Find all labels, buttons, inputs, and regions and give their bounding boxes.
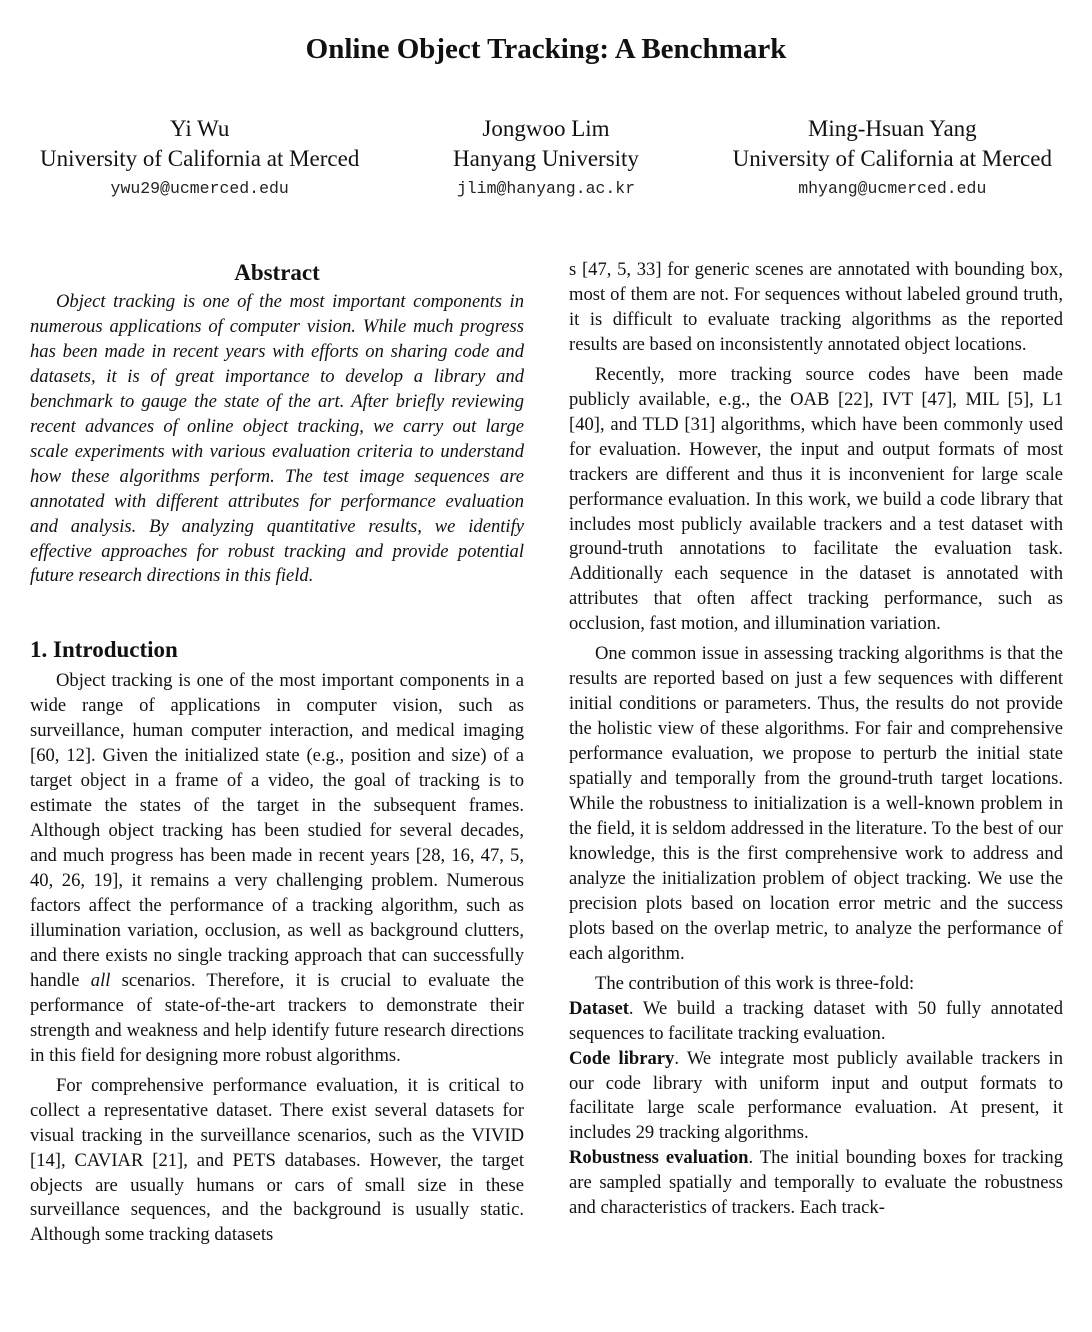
abstract-heading: Abstract — [234, 260, 320, 285]
abstract-text: Object tracking is one of the most important components in numerous applications of computer vision. While much progress has been made in recent years with efforts on sharing code and datasets, it is of great importance to develop a library and benchmark to gauge the state of the art. After briefly reviewing recent advances of online object tracking, we carry out large scale experiments with various evaluation criteria to understand how these algorithms perform. The test image sequences are annotated with different attributes for performance evaluation and analysis. By analyzing quantitative results, we identify effective approaches for robust tracking and provide potential future research directions in this field. — [30, 291, 524, 587]
author-block — [40, 114, 1052, 204]
author-3 — [733, 114, 1052, 204]
author-name: Jongwoo Lim — [482, 116, 610, 141]
contribution-label: Dataset — [569, 997, 629, 1019]
author-name: Ming-Hsuan Yang — [807, 116, 977, 141]
contribution-robustness-evaluation — [569, 1146, 1063, 1221]
contribution-label: Robustness evaluation — [569, 1147, 749, 1169]
author-2 — [453, 114, 639, 204]
contribution-text: . The initial bounding boxes for tracking are sampled spatially and temporally to evaluate the robustness and characteristics of trackers. Each track- — [569, 1147, 1063, 1219]
intro-paragraph-3: Recently, more tracking source codes have been made publicly available, e.g., the OAB [22], IVT [47], MIL [5], L1 [40], and TLD [31] algorithms, which have been commonly used for evaluation. However, the input and output formats of most trackers are different and thus it is inconvenient for large scale performance evaluation. In this work, we build a code library that includes most publicly available trackers and a test dataset with ground-truth annotations to facilitate the evaluation task. Additionally each sequence in the dataset is annotated with attributes that often affect tracking performance, such as occlusion, fast motion, and illumination variation. — [569, 363, 1063, 635]
author-name: Yi Wu — [169, 116, 230, 141]
right-column — [569, 258, 1063, 1221]
author-email: jlim@hanyang.ac.kr — [456, 179, 636, 198]
author-affiliation: University of California at Merced — [40, 146, 360, 171]
author-affiliation: Hanyang University — [453, 146, 639, 171]
intro-p1-emphasis: all — [90, 969, 111, 991]
author-email: mhyang@ucmerced.edu — [798, 179, 987, 198]
author-affiliation: University of California at Merced — [732, 146, 1052, 171]
left-column — [30, 258, 524, 1253]
intro-p1-text: Object tracking is one of the most important components in a wide range of applications in computer vision, such as surveillance, human computer interaction, and medical imaging [60, 12]. Given the initialized state (e.g., position and size) of a target object in a frame of a video, the goal of tracking is to estimate the states of the target in the subsequent frames. Although object tracking has been studied for several decades, and much progress has been made in recent years [28, 16, 47, 5, 40, 26, 19], it remains a very challenging problem. Numerous factors affect the performance of a tracking algorithm, such as illumination variation, occlusion, as well as background clutters, and there exists no single tracking approach that can successfully handle — [30, 670, 524, 991]
intro-paragraph-1 — [30, 669, 524, 1068]
contribution-text: . We build a tracking dataset with 50 fully annotated sequences to facilitate tracking evaluation. — [569, 997, 1063, 1044]
section-heading-introduction: 1. Introduction — [30, 637, 178, 663]
contribution-code-library — [569, 1047, 1063, 1147]
intro-p1-text-end: scenarios. Therefore, it is crucial to evaluate the performance of state-of-the-art trackers to demonstrate their strength and weakness and help identify future research directions in this field for designing more robust algorithms. — [30, 969, 524, 1066]
contribution-label: Code library — [569, 1047, 675, 1069]
intro-paragraph-5: The contribution of this work is three-fold: — [595, 972, 915, 994]
contribution-text: . We integrate most publicly available trackers in our code library with uniform input and output formats to facilitate large scale performance evaluation. At present, it includes 29 tracking algorithms. — [569, 1047, 1063, 1144]
intro-paragraph-2-continued: s [47, 5, 33] for generic scenes are annotated with bounding box, most of them are not. For sequences without labeled ground truth, it is difficult to evaluate tracking algorithms as the reported results are based on inconsistently annotated object locations. — [569, 259, 1063, 355]
intro-paragraph-2: For comprehensive performance evaluation, it is critical to collect a representative dataset. There exist several datasets for visual tracking in the surveillance scenarios, such as the VIVID [14], CAVIAR [21], and PETS databases. However, the target objects are usually humans or cars of small size in these surveillance sequences, and the background is usually static. Although some tracking datasets — [30, 1074, 524, 1246]
contribution-dataset — [569, 997, 1063, 1047]
intro-paragraph-4: One common issue in assessing tracking algorithms is that the results are reported based on just a few sequences with different initial conditions or parameters. Thus, the results do not provide the holistic view of these algorithms. For fair and comprehensive performance evaluation, we propose to perturb the initial state spatially and temporally from the ground-truth target locations. While the robustness to initialization is a well-known problem in the field, it is seldom addressed in the literature. To the best of our knowledge, this is the first comprehensive work to address and analyze the initialization problem of object tracking. We use the precision plots based on location error metric and the success plots based on the overlap metric, to analyze the performance of each algorithm. — [569, 643, 1063, 964]
author-1 — [40, 114, 359, 204]
author-email: ywu29@ucmerced.edu — [110, 179, 289, 198]
paper-title: Online Object Tracking: A Benchmark — [305, 33, 787, 65]
